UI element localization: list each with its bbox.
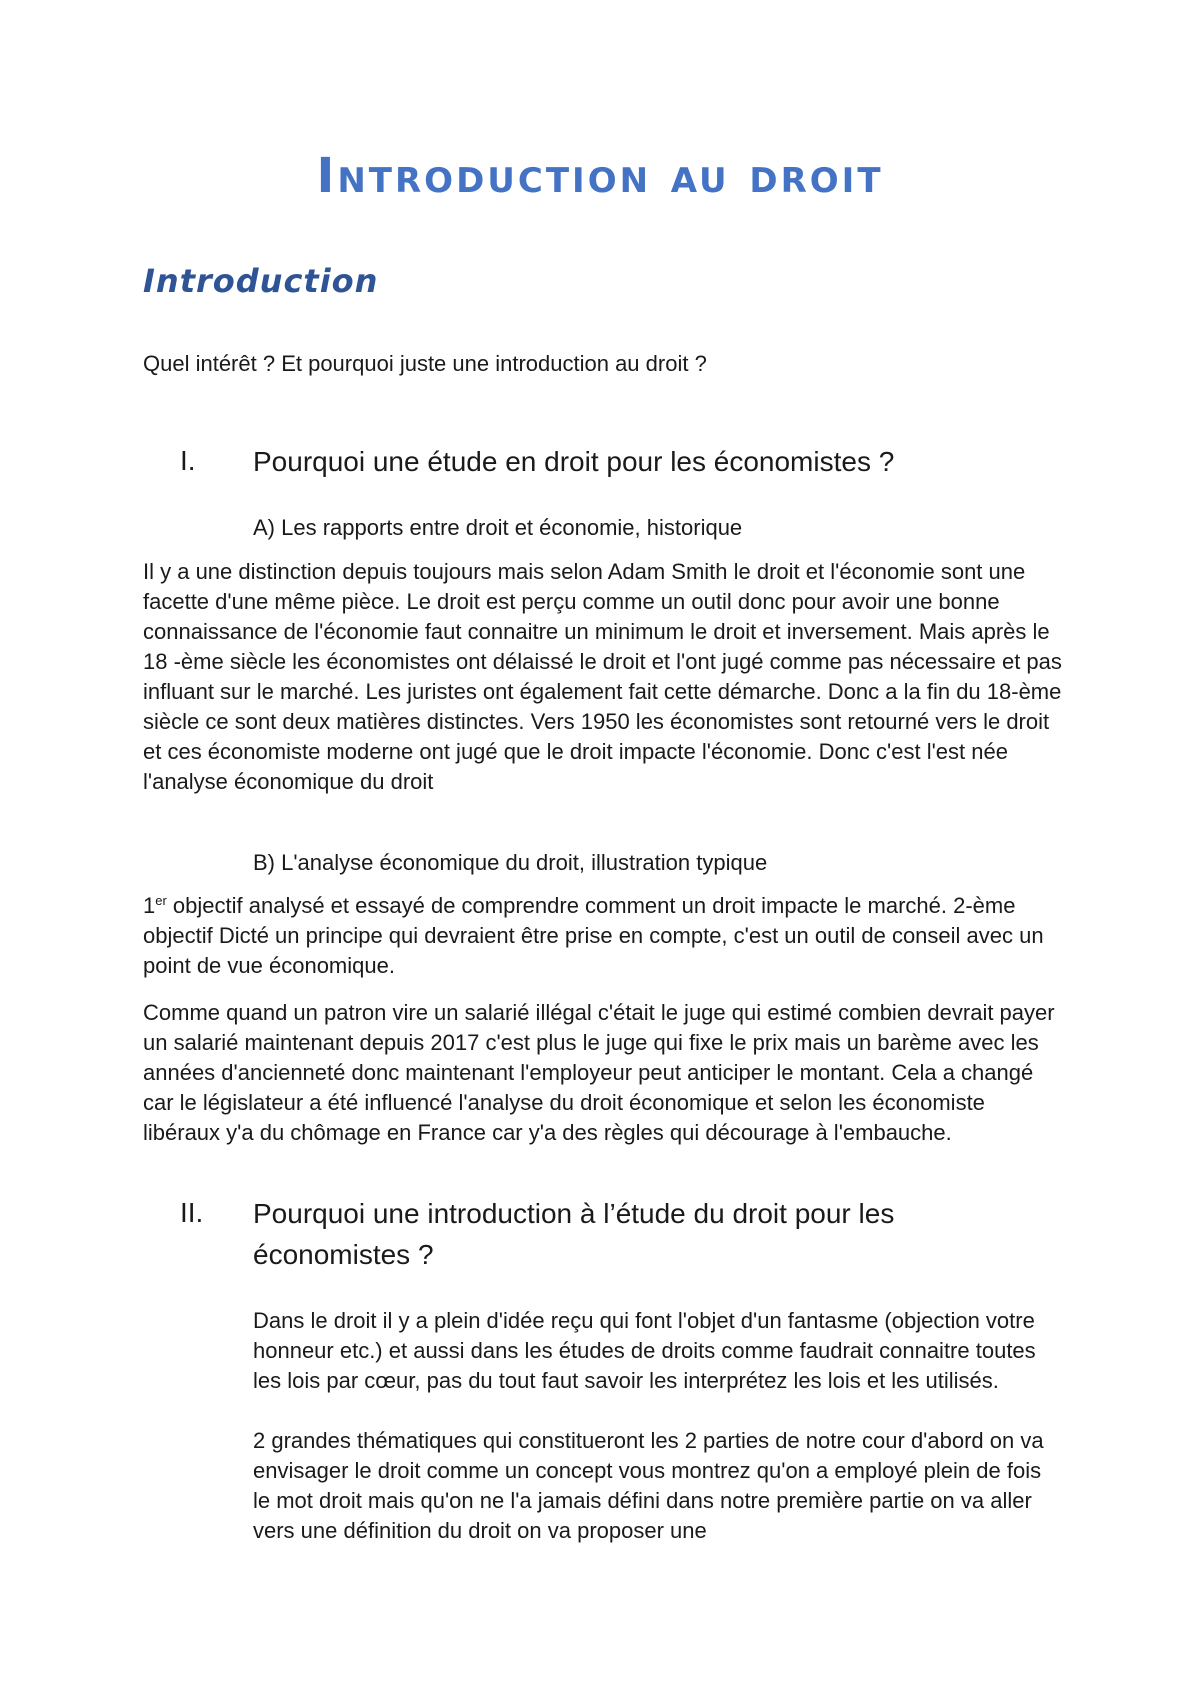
section-2-number: II. <box>180 1197 204 1228</box>
paragraph-text: objectif analysé et essayé de comprendre comment un droit impacte le marché. 2-ème objectif Dicté un principe qui devraient être prise en compte, c'est un outil de conseil avec un point de vue économique. <box>143 893 1044 978</box>
subsection-b-label: B) <box>253 850 275 875</box>
subsection-b-title: L'analyse économique du droit, illustration typique <box>281 850 768 875</box>
subsection-a-title: Les rapports entre droit et économie, historique <box>281 515 743 540</box>
subsection-b-paragraph-2: Comme quand un patron vire un salarié illégal c'était le juge qui estimé combien devrait payer un salarié maintenant depuis 2017 c'est plus le juge qui fixe le prix mais un barème avec les années d'ancienneté donc maintenant l'employeur peut anticiper le montant. Cela a changé car le législateur a été influencé l'analyse du droit économique et selon les économiste libéraux y'a du chômage en France car y'a des règles qui décourage à l'embauche. <box>143 1000 1055 1145</box>
ordinal-number: 1 <box>143 893 156 918</box>
intro-question: Quel intérêt ? Et pourquoi juste une introduction au droit ? <box>143 351 707 376</box>
subsection-a-paragraph: Il y a une distinction depuis toujours mais selon Adam Smith le droit et l'économie sont une facette d'une même pièce. Le droit est perçu comme un outil donc pour avoir une bonne connaissance de l'économie faut connaitre un minimum le droit et inversement. Mais après le 18 -ème siècle les économistes ont délaissé le droit et l'ont jugé comme pas nécessaire et pas influant sur le marché. Les juristes ont également fait cette démarche. Donc a la fin du 18-ème siècle ce sont deux matières distinctes. Vers 1950 les économistes sont retourné vers le droit et ces économiste moderne ont jugé que le droit impacte l'économie. Donc c'est l'est née l'analyse économique du droit <box>143 559 1062 794</box>
section-2-paragraph-1: Dans le droit il y a plein d'idée reçu qui font l'objet d'un fantasme (objection votre honneur etc.) et aussi dans les études de droits comme faudrait connaitre toutes les lois par cœur, pas du tout faut savoir les interprétez les lois et les utilisés. <box>253 1308 1036 1393</box>
intro-heading: Introduction <box>143 262 379 300</box>
subsection-b-paragraph-1 <box>143 891 1063 981</box>
subsection-a-label: A) <box>253 515 275 540</box>
section-1-title: Pourquoi une étude en droit pour les économistes ? <box>253 446 895 477</box>
subsection-b-heading <box>253 848 767 878</box>
section-2-title: Pourquoi une introduction à l’étude du droit pour les économistes ? <box>253 1198 895 1270</box>
subsection-a-heading <box>253 513 742 543</box>
section-2-paragraph-2: 2 grandes thématiques qui constitueront les 2 parties de notre cour d'abord on va envisager le droit comme un concept vous montrez qu'on a employé plein de fois le mot droit mais qu'on ne l'a jamais défini dans notre première partie on va aller vers une définition du droit on va proposer une <box>253 1428 1044 1543</box>
ordinal-suffix: er <box>155 893 167 908</box>
section-1-number: I. <box>180 445 196 476</box>
document-title: Introduction au droit <box>316 148 884 204</box>
